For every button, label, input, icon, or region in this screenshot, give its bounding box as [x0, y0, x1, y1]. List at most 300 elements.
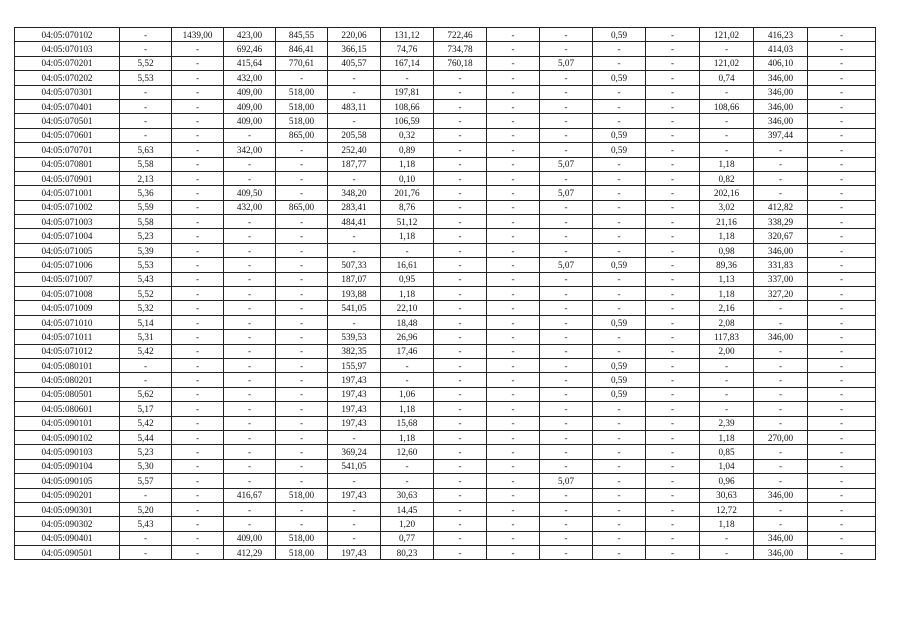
table-cell: -	[487, 315, 540, 329]
table-cell: 0,95	[381, 272, 434, 286]
table-cell: -	[487, 488, 540, 502]
table-cell: -	[276, 387, 328, 401]
table-cell: -	[120, 85, 172, 99]
table-cell: -	[646, 56, 700, 70]
table-cell: -	[434, 344, 487, 358]
table-cell: 5,17	[120, 402, 172, 416]
table-cell: -	[808, 128, 876, 142]
table-cell: 331,83	[754, 258, 808, 272]
table-cell: -	[434, 157, 487, 171]
table-cell: 5,63	[120, 143, 172, 157]
table-row	[15, 402, 876, 416]
table-cell: -	[540, 28, 593, 42]
table-cell: -	[328, 243, 381, 257]
row-code-cell: 04:05:071012	[15, 344, 120, 358]
table-cell: -	[434, 445, 487, 459]
table-cell: -	[276, 301, 328, 315]
table-cell: -	[808, 272, 876, 286]
table-cell: 5,44	[120, 430, 172, 444]
table-cell: -	[808, 287, 876, 301]
table-cell: -	[593, 42, 646, 56]
table-cell: -	[172, 474, 224, 488]
row-code-cell: 04:05:071004	[15, 229, 120, 243]
table-cell: 1,18	[700, 157, 754, 171]
table-row	[15, 200, 876, 214]
table-cell: 518,00	[276, 114, 328, 128]
row-code-cell: 04:05:080201	[15, 373, 120, 387]
table-cell: 541,05	[328, 459, 381, 473]
table-cell: 201,76	[381, 186, 434, 200]
table-cell: -	[487, 430, 540, 444]
table-cell: 26,96	[381, 330, 434, 344]
row-code-cell: 04:05:090501	[15, 546, 120, 560]
data-table	[14, 27, 876, 560]
table-cell: -	[224, 171, 276, 185]
table-cell: -	[487, 373, 540, 387]
table-cell: -	[434, 358, 487, 372]
table-cell: -	[646, 517, 700, 531]
table-row	[15, 229, 876, 243]
table-cell: 197,43	[328, 488, 381, 502]
table-cell: 541,05	[328, 301, 381, 315]
table-cell: 518,00	[276, 531, 328, 545]
table-cell: -	[120, 99, 172, 113]
table-row	[15, 143, 876, 157]
table-cell: -	[754, 315, 808, 329]
table-cell: -	[381, 373, 434, 387]
table-cell: -	[224, 474, 276, 488]
table-cell: -	[540, 445, 593, 459]
row-code-cell: 04:05:071005	[15, 243, 120, 257]
table-cell: -	[646, 546, 700, 560]
table-cell: -	[434, 85, 487, 99]
row-code-cell: 04:05:071001	[15, 186, 120, 200]
table-cell: -	[224, 402, 276, 416]
table-cell: -	[172, 171, 224, 185]
table-cell: 187,77	[328, 157, 381, 171]
table-cell: -	[540, 42, 593, 56]
table-cell: -	[172, 114, 224, 128]
table-cell: 12,60	[381, 445, 434, 459]
table-cell: -	[487, 186, 540, 200]
table-cell: -	[172, 42, 224, 56]
table-cell: -	[434, 229, 487, 243]
table-cell: 167,14	[381, 56, 434, 70]
table-cell: -	[276, 358, 328, 372]
table-cell: -	[540, 358, 593, 372]
table-cell: -	[540, 85, 593, 99]
table-cell: -	[754, 502, 808, 516]
table-cell: -	[808, 301, 876, 315]
table-cell: -	[487, 358, 540, 372]
table-cell: -	[808, 258, 876, 272]
row-code-cell: 04:05:071003	[15, 215, 120, 229]
table-cell: -	[646, 42, 700, 56]
table-cell: -	[646, 171, 700, 185]
table-row	[15, 344, 876, 358]
table-cell: 346,00	[754, 243, 808, 257]
table-cell: -	[487, 459, 540, 473]
row-code-cell: 04:05:070401	[15, 99, 120, 113]
table-cell: -	[593, 243, 646, 257]
table-cell: -	[540, 243, 593, 257]
table-cell: 0,96	[700, 474, 754, 488]
row-code-cell: 04:05:070901	[15, 171, 120, 185]
table-cell: -	[700, 358, 754, 372]
table-cell: -	[224, 243, 276, 257]
table-cell: 197,43	[328, 387, 381, 401]
table-cell: -	[646, 28, 700, 42]
table-cell: -	[224, 330, 276, 344]
table-cell: -	[276, 344, 328, 358]
table-cell: -	[172, 56, 224, 70]
table-cell: 270,00	[754, 430, 808, 444]
table-cell: 734,78	[434, 42, 487, 56]
table-cell: 346,00	[754, 114, 808, 128]
table-cell: -	[593, 56, 646, 70]
table-cell: -	[434, 258, 487, 272]
table-cell: -	[808, 344, 876, 358]
table-cell: -	[754, 474, 808, 488]
table-cell: -	[276, 445, 328, 459]
table-cell: -	[593, 459, 646, 473]
table-cell: -	[808, 358, 876, 372]
table-cell: -	[434, 215, 487, 229]
table-row	[15, 171, 876, 185]
table-cell: 348,20	[328, 186, 381, 200]
table-cell: -	[172, 272, 224, 286]
table-cell: -	[540, 272, 593, 286]
table-cell: -	[593, 287, 646, 301]
table-cell: -	[120, 373, 172, 387]
table-cell: -	[487, 143, 540, 157]
table-cell: -	[120, 358, 172, 372]
table-cell: 155,97	[328, 358, 381, 372]
row-code-cell: 04:05:070701	[15, 143, 120, 157]
table-cell: 1,18	[381, 430, 434, 444]
table-cell: -	[434, 416, 487, 430]
table-row	[15, 488, 876, 502]
table-cell: -	[808, 430, 876, 444]
table-cell: 0,59	[593, 358, 646, 372]
table-cell: -	[224, 215, 276, 229]
table-cell: -	[172, 258, 224, 272]
table-cell: -	[120, 42, 172, 56]
table-cell: -	[276, 402, 328, 416]
table-cell: 1,18	[700, 229, 754, 243]
table-cell: 2,08	[700, 315, 754, 329]
row-code-cell: 04:05:071011	[15, 330, 120, 344]
table-cell: 5,42	[120, 344, 172, 358]
table-cell: -	[540, 143, 593, 157]
table-row	[15, 358, 876, 372]
table-cell: -	[646, 387, 700, 401]
table-row	[15, 28, 876, 42]
table-cell: -	[540, 430, 593, 444]
table-cell: -	[646, 445, 700, 459]
table-cell: -	[808, 531, 876, 545]
table-cell: -	[646, 287, 700, 301]
table-cell: -	[808, 85, 876, 99]
table-row	[15, 459, 876, 473]
table-cell: 14,45	[381, 502, 434, 516]
table-cell: -	[808, 474, 876, 488]
table-cell: 1,20	[381, 517, 434, 531]
table-cell: 108,66	[381, 99, 434, 113]
row-code-cell: 04:05:090104	[15, 459, 120, 473]
table-cell: 205,58	[328, 128, 381, 142]
table-cell: -	[808, 330, 876, 344]
table-cell: 21,16	[700, 215, 754, 229]
table-cell: -	[172, 99, 224, 113]
table-cell: 5,52	[120, 56, 172, 70]
table-cell: -	[754, 157, 808, 171]
table-cell: -	[593, 330, 646, 344]
table-cell: -	[646, 215, 700, 229]
table-cell: -	[172, 344, 224, 358]
table-cell: 121,02	[700, 56, 754, 70]
table-cell: 131,12	[381, 28, 434, 42]
table-cell: 409,00	[224, 99, 276, 113]
table-cell: 346,00	[754, 488, 808, 502]
table-cell: -	[487, 344, 540, 358]
table-cell: -	[434, 488, 487, 502]
table-row	[15, 546, 876, 560]
table-cell: -	[328, 517, 381, 531]
table-cell: -	[808, 71, 876, 85]
table-cell: -	[434, 315, 487, 329]
table-cell: -	[540, 200, 593, 214]
table-cell: -	[593, 229, 646, 243]
table-cell: -	[754, 517, 808, 531]
table-cell: 1,18	[700, 430, 754, 444]
table-cell: 5,53	[120, 258, 172, 272]
table-cell: -	[700, 546, 754, 560]
table-cell: 5,58	[120, 215, 172, 229]
table-cell: -	[172, 445, 224, 459]
table-cell: -	[487, 243, 540, 257]
table-cell: -	[487, 546, 540, 560]
table-cell: 845,55	[276, 28, 328, 42]
table-cell: -	[646, 531, 700, 545]
row-code-cell: 04:05:090103	[15, 445, 120, 459]
table-cell: -	[646, 143, 700, 157]
table-cell: -	[487, 531, 540, 545]
table-cell: -	[434, 114, 487, 128]
table-row	[15, 128, 876, 142]
table-cell: -	[172, 531, 224, 545]
table-cell: 5,07	[540, 56, 593, 70]
table-cell: -	[540, 287, 593, 301]
row-code-cell: 04:05:090105	[15, 474, 120, 488]
table-cell: 2,39	[700, 416, 754, 430]
table-cell: -	[172, 459, 224, 473]
table-cell: -	[487, 474, 540, 488]
table-cell: -	[593, 301, 646, 315]
table-cell: 5,42	[120, 416, 172, 430]
table-cell: -	[487, 28, 540, 42]
table-cell: -	[224, 157, 276, 171]
table-cell: -	[172, 229, 224, 243]
table-cell: -	[646, 301, 700, 315]
table-row	[15, 315, 876, 329]
table-cell: -	[646, 358, 700, 372]
table-cell: 5,53	[120, 71, 172, 85]
row-code-cell: 04:05:071006	[15, 258, 120, 272]
table-cell: -	[593, 531, 646, 545]
row-code-cell: 04:05:070801	[15, 157, 120, 171]
table-cell: -	[328, 502, 381, 516]
table-cell: -	[172, 315, 224, 329]
table-cell: 412,82	[754, 200, 808, 214]
table-cell: -	[224, 315, 276, 329]
table-cell: -	[646, 315, 700, 329]
table-cell: -	[593, 99, 646, 113]
table-cell: 0,74	[700, 71, 754, 85]
table-cell: 346,00	[754, 99, 808, 113]
row-code-cell: 04:05:090201	[15, 488, 120, 502]
table-cell: 382,35	[328, 344, 381, 358]
row-code-cell: 04:05:071009	[15, 301, 120, 315]
table-cell: -	[700, 128, 754, 142]
table-cell: -	[224, 502, 276, 516]
table-cell: -	[172, 517, 224, 531]
table-cell: -	[434, 531, 487, 545]
row-code-cell: 04:05:071010	[15, 315, 120, 329]
table-cell: -	[172, 546, 224, 560]
table-cell: 15,68	[381, 416, 434, 430]
table-cell: -	[540, 517, 593, 531]
row-code-cell: 04:05:070103	[15, 42, 120, 56]
table-cell: 0,32	[381, 128, 434, 142]
table-row	[15, 387, 876, 401]
table-row	[15, 430, 876, 444]
table-cell: -	[487, 416, 540, 430]
table-row	[15, 243, 876, 257]
table-cell: -	[172, 186, 224, 200]
table-cell: 0,59	[593, 128, 646, 142]
table-cell: 405,57	[328, 56, 381, 70]
table-row	[15, 373, 876, 387]
table-cell: -	[808, 229, 876, 243]
table-cell: -	[434, 171, 487, 185]
table-cell: -	[276, 272, 328, 286]
table-cell: -	[593, 546, 646, 560]
table-cell: -	[224, 373, 276, 387]
table-cell: -	[808, 387, 876, 401]
table-cell: -	[172, 488, 224, 502]
table-cell: 0,77	[381, 531, 434, 545]
table-cell: -	[808, 99, 876, 113]
table-cell: 8,76	[381, 200, 434, 214]
table-cell: 366,15	[328, 42, 381, 56]
table-cell: 1439,00	[172, 28, 224, 42]
table-cell: -	[593, 416, 646, 430]
table-cell: -	[487, 330, 540, 344]
table-cell: -	[172, 358, 224, 372]
table-cell: -	[700, 531, 754, 545]
table-cell: 1,18	[381, 402, 434, 416]
table-cell: -	[540, 330, 593, 344]
table-cell: 1,18	[700, 517, 754, 531]
table-cell: -	[540, 229, 593, 243]
table-cell: -	[120, 531, 172, 545]
table-cell: 415,64	[224, 56, 276, 70]
table-cell: -	[754, 373, 808, 387]
table-cell: -	[172, 143, 224, 157]
row-code-cell: 04:05:070301	[15, 85, 120, 99]
table-cell: -	[540, 99, 593, 113]
table-cell: -	[224, 445, 276, 459]
table-cell: -	[487, 171, 540, 185]
table-cell: -	[328, 71, 381, 85]
table-cell: -	[646, 186, 700, 200]
table-cell: -	[808, 143, 876, 157]
table-cell: -	[593, 157, 646, 171]
table-cell: -	[540, 416, 593, 430]
table-cell: 197,43	[328, 373, 381, 387]
table-cell: 0,59	[593, 387, 646, 401]
table-cell: -	[808, 243, 876, 257]
table-cell: -	[487, 42, 540, 56]
table-row	[15, 287, 876, 301]
table-cell: -	[808, 416, 876, 430]
table-cell: -	[172, 502, 224, 516]
table-cell: -	[593, 171, 646, 185]
table-cell: 0,10	[381, 171, 434, 185]
table-cell: -	[593, 215, 646, 229]
table-cell: -	[808, 200, 876, 214]
table-cell: 327,20	[754, 287, 808, 301]
table-cell: -	[700, 402, 754, 416]
table-cell: -	[172, 416, 224, 430]
table-cell: -	[754, 301, 808, 315]
table-cell: -	[646, 243, 700, 257]
table-cell: 518,00	[276, 488, 328, 502]
table-cell: 5,52	[120, 287, 172, 301]
table-cell: -	[172, 243, 224, 257]
table-cell: -	[754, 358, 808, 372]
table-row	[15, 99, 876, 113]
table-cell: -	[700, 143, 754, 157]
table-cell: 0,59	[593, 28, 646, 42]
table-cell: 0,59	[593, 258, 646, 272]
table-cell: -	[487, 71, 540, 85]
table-cell: 0,85	[700, 445, 754, 459]
table-cell: -	[487, 229, 540, 243]
table-cell: -	[276, 229, 328, 243]
table-row	[15, 517, 876, 531]
table-cell: -	[754, 186, 808, 200]
table-cell: -	[646, 99, 700, 113]
table-cell: -	[540, 546, 593, 560]
table-cell: -	[381, 243, 434, 257]
table-cell: -	[328, 531, 381, 545]
table-cell: 5,43	[120, 517, 172, 531]
table-cell: 121,02	[700, 28, 754, 42]
table-cell: 722,46	[434, 28, 487, 42]
table-cell: 51,12	[381, 215, 434, 229]
table-cell: 346,00	[754, 531, 808, 545]
table-cell: -	[754, 459, 808, 473]
table-cell: 423,00	[224, 28, 276, 42]
table-cell: -	[808, 488, 876, 502]
table-cell: -	[540, 215, 593, 229]
table-cell: -	[328, 430, 381, 444]
table-cell: -	[172, 128, 224, 142]
table-cell: -	[276, 258, 328, 272]
table-cell: 1,04	[700, 459, 754, 473]
